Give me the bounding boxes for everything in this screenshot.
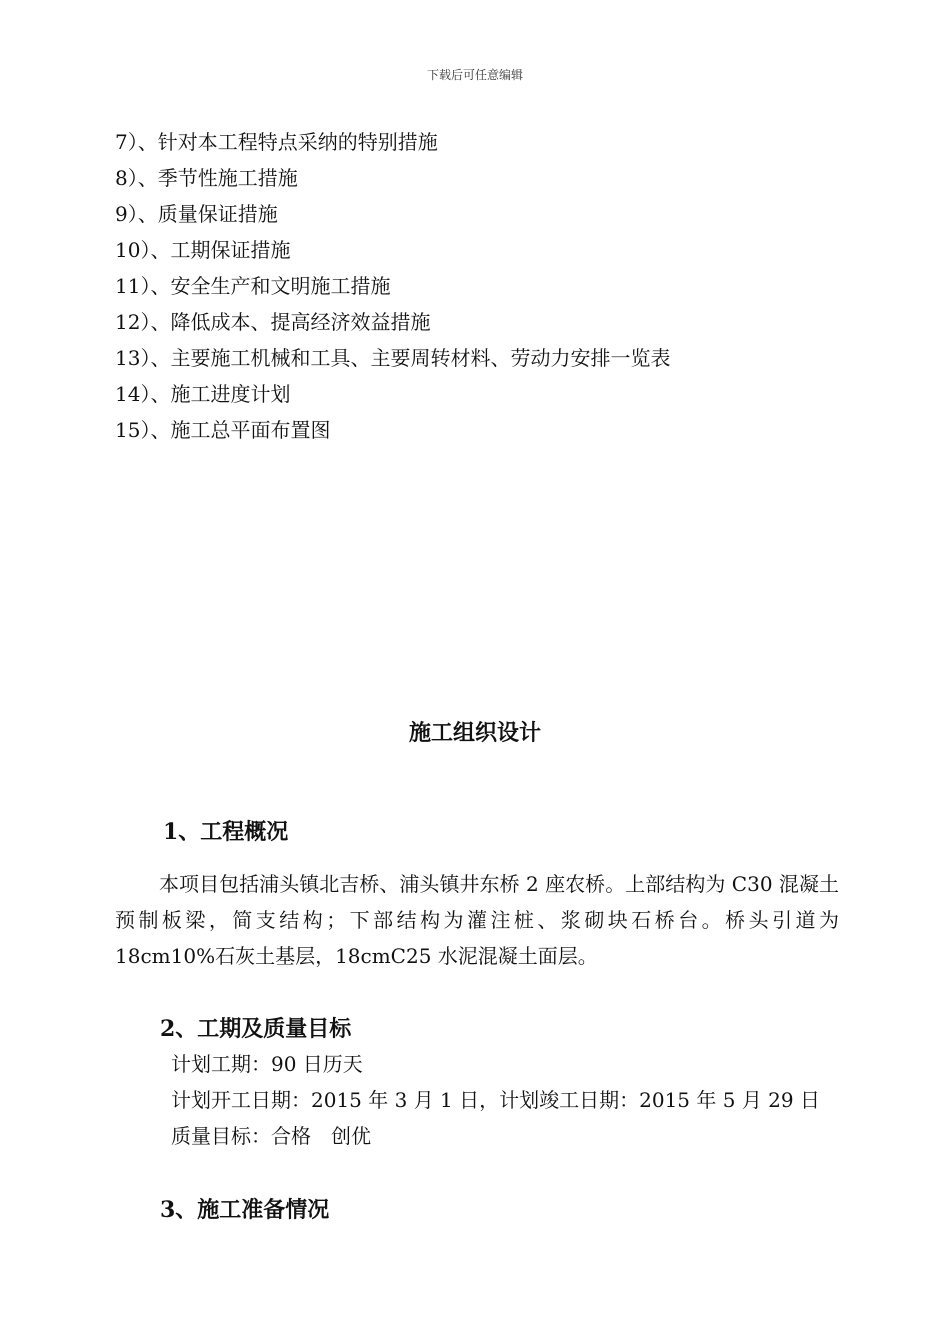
toc-item: 13）、主要施工机械和工具、主要周转材料、劳动力安排一览表: [115, 346, 671, 370]
document-title: 施工组织设计: [408, 720, 541, 746]
project-overview-paragraph: 本项目包括浦头镇北吉桥、浦头镇井东桥 2 座农桥。上部结构为 C30 混凝土预制板梁，简支结构；下部结构为灌注桩、浆砌块石桥台。桥头引道为 18cm10%石灰土基层，18cmC25 水泥混凝土面层。: [115, 872, 839, 968]
toc-item: 8）、季节性施工措施: [115, 166, 298, 190]
toc-item: 12）、降低成本、提高经济效益措施: [115, 310, 431, 334]
section-heading-schedule-quality: 2、工期及质量目标: [160, 1016, 352, 1042]
toc-item: 15）、施工总平面布置图: [115, 418, 331, 442]
planned-dates-line: 计划开工日期：2015 年 3 月 1 日，计划竣工日期：2015 年 5 月 29 日: [171, 1088, 820, 1112]
toc-item: 7）、针对本工程特点采纳的特别措施: [115, 130, 438, 154]
quality-target-line: 质量目标：合格 创优: [171, 1124, 371, 1148]
table-of-contents-list: [115, 127, 670, 451]
planned-duration-line: 计划工期：90 日历天: [171, 1052, 363, 1076]
toc-item: 11）、安全生产和文明施工措施: [115, 274, 391, 298]
toc-item: 14）、施工进度计划: [115, 382, 291, 406]
page-header-note: 下载后可任意编辑: [426, 68, 523, 82]
section-heading-preparation: 3、施工准备情况: [160, 1197, 330, 1223]
section-heading-project-overview: 1、工程概况: [163, 819, 289, 845]
toc-item: 9）、质量保证措施: [115, 202, 278, 226]
schedule-quality-details: [171, 1048, 820, 1156]
toc-item: 10）、工期保证措施: [115, 238, 291, 262]
